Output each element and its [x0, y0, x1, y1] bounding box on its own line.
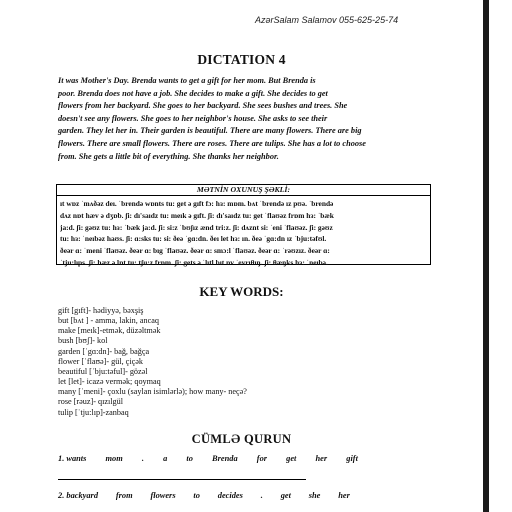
transcription-line: ðeər ɑ: ˈmeni ˈflaʊəz. ðeər ɑ: bıg ˈflaʊəz. ðeər ɑ: smɔ:l ˈflaʊəz. ðeər ɑ: ˈrəʊzız. ðeər ɑ: [60, 246, 330, 256]
sentence-word: decides [217, 491, 243, 500]
dictation-title: DICTATION 4 [197, 52, 286, 67]
sentence-word: mom [105, 454, 123, 463]
sentence-exercise-title: CÜMLƏ QURUN [191, 432, 292, 446]
key-word-item: bush [bʊʃ]- kol [58, 336, 108, 346]
sentence-word: her [315, 454, 328, 463]
key-word-item: flower [ˈflaʊə]- gül, çiçək [58, 356, 143, 366]
answer-line [58, 479, 306, 480]
key-words-list [58, 306, 247, 418]
sentence-word: to [186, 454, 193, 463]
sentence-word: 2. backyard [58, 491, 99, 500]
sentence-word: get [286, 454, 297, 463]
sentence-word: for [256, 454, 268, 463]
transcription-line: ja:d. ʃi: gəʊz tu: hɜ: ˈbæk ja:d. ʃi: si:z ˈbʊʃız ænd tri:z. ʃi: dʌznt si: ˈeni ˈflaʊəz. ʃi: gəʊz [60, 222, 333, 232]
sentence-word: 1. wants [58, 454, 87, 463]
key-words-title: KEY WORDS: [199, 284, 284, 299]
sentence-word: . [260, 491, 263, 500]
paragraph-line: It was Mother's Day. Brenda wants to get a gift for her mom. But Brenda is [58, 76, 316, 85]
transcription-line: tu: hɜ: ˈneıbəz haʊs. ʃi: ɑ:sks tu: si: ðeə ˈgɑ:dn. ðeı let hɜ: ın. ðeə ˈgɑ:dn ız ˈbju:təfʊl. [60, 234, 327, 244]
sentence-word: gift [346, 454, 358, 463]
paragraph-line: doesn't see any flowers. She goes to her neighbor's house. She asks to see their [58, 113, 328, 123]
transcription-line: ˈtju:lıps. ʃi: hæz ə lɒt tu: tʃu:z frɒm. ʃi: gets ə ˈlıtl bıt ɒv ˈevrıθıŋ. ʃi: θæŋks hɜ: ˈneıbə. [60, 257, 328, 267]
key-word-item: let [let]- icazə vermək; qoymaq [58, 377, 161, 387]
paragraph-line: garden. They let her in. Their garden is beautiful. There are many flowers. There are big [58, 126, 362, 136]
reading-title: MƏTNİN OXUNUŞ ŞƏKLİ: [57, 185, 430, 196]
key-word-item: rose [rəuz]- qızılgül [58, 397, 124, 407]
sentence-word: she [308, 491, 321, 500]
paragraph-line: flowers. There are small flowers. There are roses. There are tulips. She has a lot to choose [58, 138, 366, 148]
paragraph-line: flowers from her backyard. She goes to her backyard. She sees bushes and trees. She [58, 101, 348, 111]
key-word-item: beautiful [ˈbju:təful]- gözəl [58, 366, 148, 376]
transcription-line: dʌz nɒt hæv ə dʒɒb. ʃi: dı'saıdz tu: meık ə gıft. ʃi: dı'saıdz tu: get ˈflaʊəz frɒm hɜ: ˈbæk [60, 210, 334, 220]
dictation-paragraph [58, 75, 438, 163]
sentence-word: to [193, 491, 200, 500]
scrambled-sentence-1 [58, 454, 358, 463]
sentence-word: a [163, 454, 168, 463]
transcription-line: ıt wɒz ˈmʌðəz deı. ˈbrendə wɒnts tu: get ə gıft fɔ: hɜ: mɒm. bʌt ˈbrendə ız pʊə. ˈbrendə [60, 199, 334, 208]
paragraph-line: poor. Brenda does not have a job. She decides to make a gift. She decides to get [58, 88, 328, 98]
key-word-item: tulip [ˈtju:lıp]-zanbaq [58, 407, 129, 417]
key-word-item: gift [gıft]- hədiyyə, bəxşiş [58, 306, 144, 315]
sentence-word: get [280, 491, 291, 500]
sentence-word: flowers [150, 491, 176, 500]
reading-box [56, 184, 431, 265]
key-word-item: many [ˈmeni]- çoxlu (saylan isimlərlə); how many- neçə? [58, 387, 247, 397]
key-word-item: but [bʌt ] - amma, lakin, ancaq [58, 316, 159, 326]
sentence-word: Brenda [212, 454, 238, 463]
sentence-word: . [141, 454, 144, 463]
viewer-background [489, 0, 512, 512]
key-word-item: garden [ˈgɑ:dn]- bağ, bağça [58, 346, 150, 356]
scrambled-sentence-2 [58, 491, 350, 500]
paragraph-line: from. She gets a little bit of everything. She thanks her neighbor. [58, 151, 279, 161]
author-header: AzərSalam Salamov 055-625-25-74 [255, 15, 399, 25]
sentence-word: her [338, 491, 350, 500]
sentence-word: from [115, 491, 133, 500]
key-word-item: make [meık]-etmək, düzəltmək [58, 326, 161, 336]
reading-transcription [57, 196, 430, 269]
